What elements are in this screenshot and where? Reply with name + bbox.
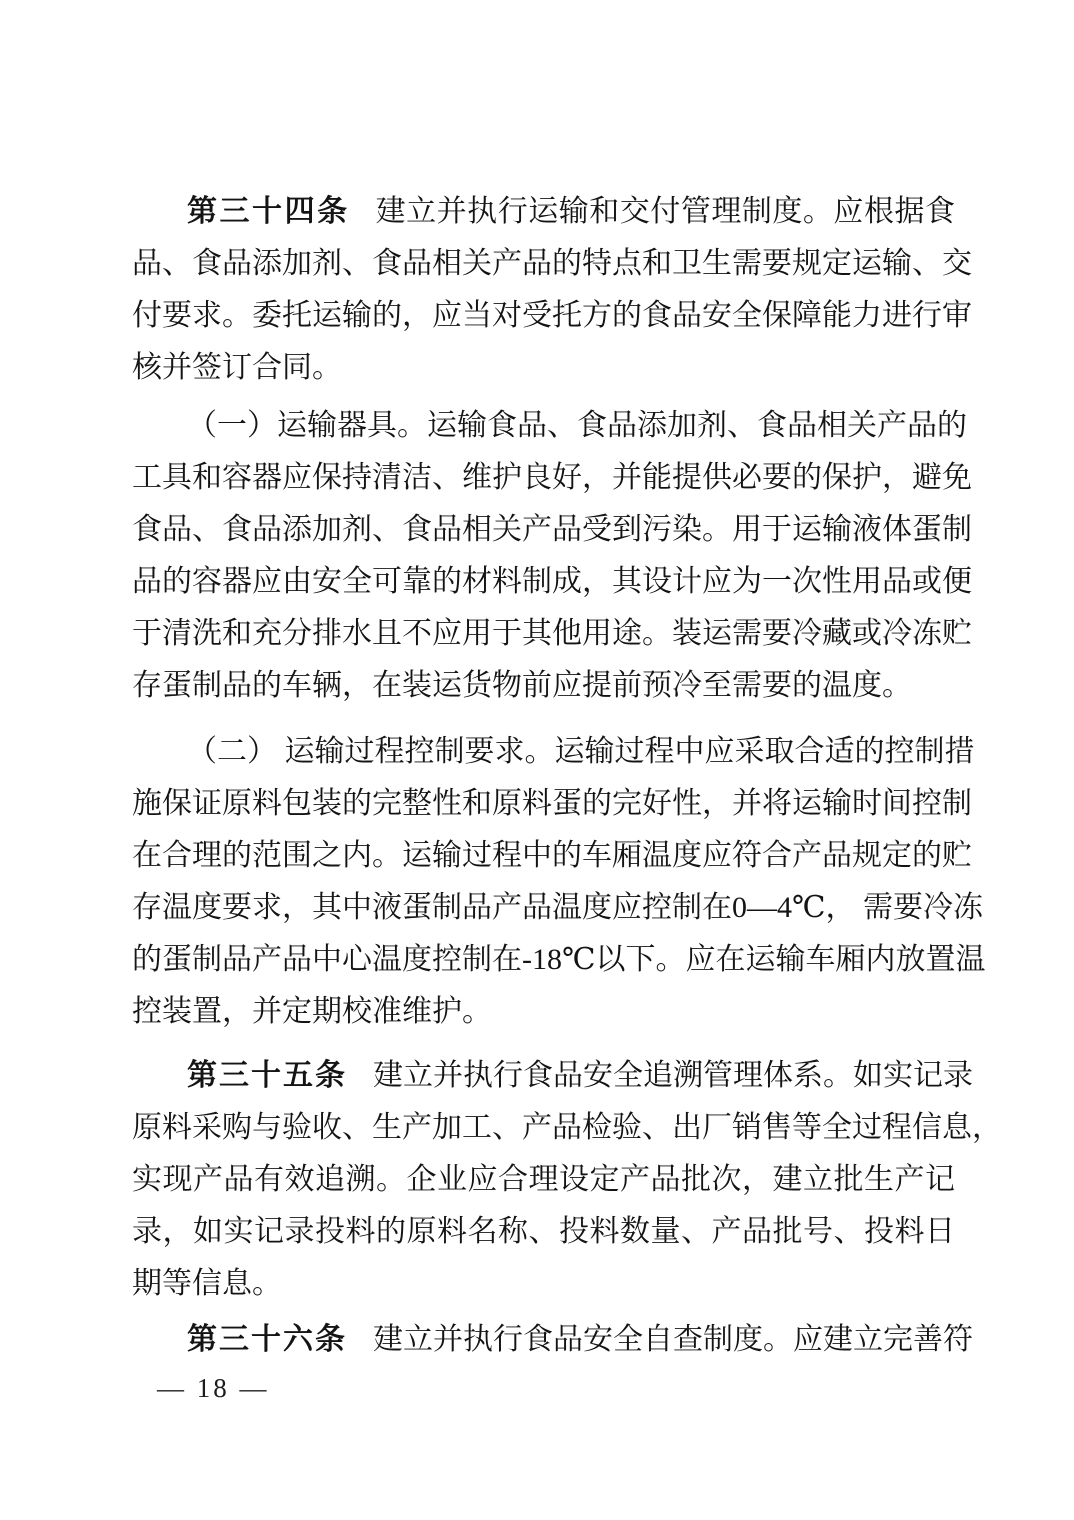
line-text: （一）运输器具。运输食品、食品添加剂、食品相关产品的	[187, 409, 967, 442]
line-text: 建立并执行食品安全追溯管理体系。如实记录	[373, 1059, 973, 1092]
text-line: 存蛋制品的车辆，在装运货物前应提前预冷至需要的温度。	[132, 669, 912, 702]
text-line	[132, 1314, 973, 1366]
text-line: 品、食品添加剂、食品相关产品的特点和卫生需要规定运输、交	[132, 247, 972, 280]
line-text: 建立并执行运输和交付管理制度。应根据食	[375, 195, 956, 228]
text-line: 在合理的范围之内。运输过程中的车厢温度应符合产品规定的贮	[132, 839, 972, 872]
text-line	[132, 400, 967, 452]
text-line: 存温度要求，其中液蛋制品产品温度应控制在0—4℃， 需要冷冻	[132, 891, 984, 924]
paragraph-article-36	[132, 1314, 973, 1366]
text-line: 食品、食品添加剂、食品相关产品受到污染。用于运输液体蛋制	[132, 513, 972, 546]
text-line: 品的容器应由安全可靠的材料制成，其设计应为一次性用品或便	[132, 565, 972, 598]
text-line: 实现产品有效追溯。企业应合理设定产品批次，建立批生产记	[132, 1163, 955, 1196]
text-line: 于清洗和充分排水且不应用于其他用途。装运需要冷藏或冷冻贮	[132, 617, 972, 650]
text-line: 施保证原料包装的完整性和原料蛋的完好性，并将运输时间控制	[132, 787, 972, 820]
text-line	[132, 726, 975, 778]
document-body	[132, 186, 1002, 1366]
text-line: 工具和容器应保持清洁、维护良好，并能提供必要的保护，避免	[132, 461, 972, 494]
text-line: 核并签订合同。	[132, 351, 342, 384]
text-line: 的蛋制品产品中心温度控制在-18℃以下。应在运输车厢内放置温	[132, 943, 986, 976]
page-number: — 18 —	[157, 1373, 270, 1403]
text-line: 原料采购与验收、生产加工、产品检验、出厂销售等全过程信息，	[132, 1111, 1002, 1144]
article-number-label: 第三十四条	[187, 195, 350, 228]
text-line	[132, 1050, 973, 1102]
text-line: 录，如实记录投料的原料名称、投料数量、产品批号、投料日	[132, 1215, 955, 1248]
paragraph-article-35	[132, 1050, 1002, 1310]
paragraph-item-1	[132, 400, 972, 712]
text-line	[132, 186, 955, 238]
article-number-label: 第三十五条	[187, 1059, 347, 1092]
text-line: 付要求。委托运输的，应当对受托方的食品安全保障能力进行审	[132, 299, 972, 332]
line-text: （二） 运输过程控制要求。运输过程中应采取合适的控制措	[187, 735, 975, 768]
line-text: 建立并执行食品安全自查制度。应建立完善符	[373, 1323, 973, 1356]
paragraph-article-34	[132, 186, 972, 394]
article-number-label: 第三十六条	[187, 1323, 347, 1356]
text-line: 期等信息。	[132, 1267, 282, 1300]
paragraph-item-2	[132, 726, 986, 1038]
text-line: 控装置，并定期校准维护。	[132, 995, 492, 1028]
